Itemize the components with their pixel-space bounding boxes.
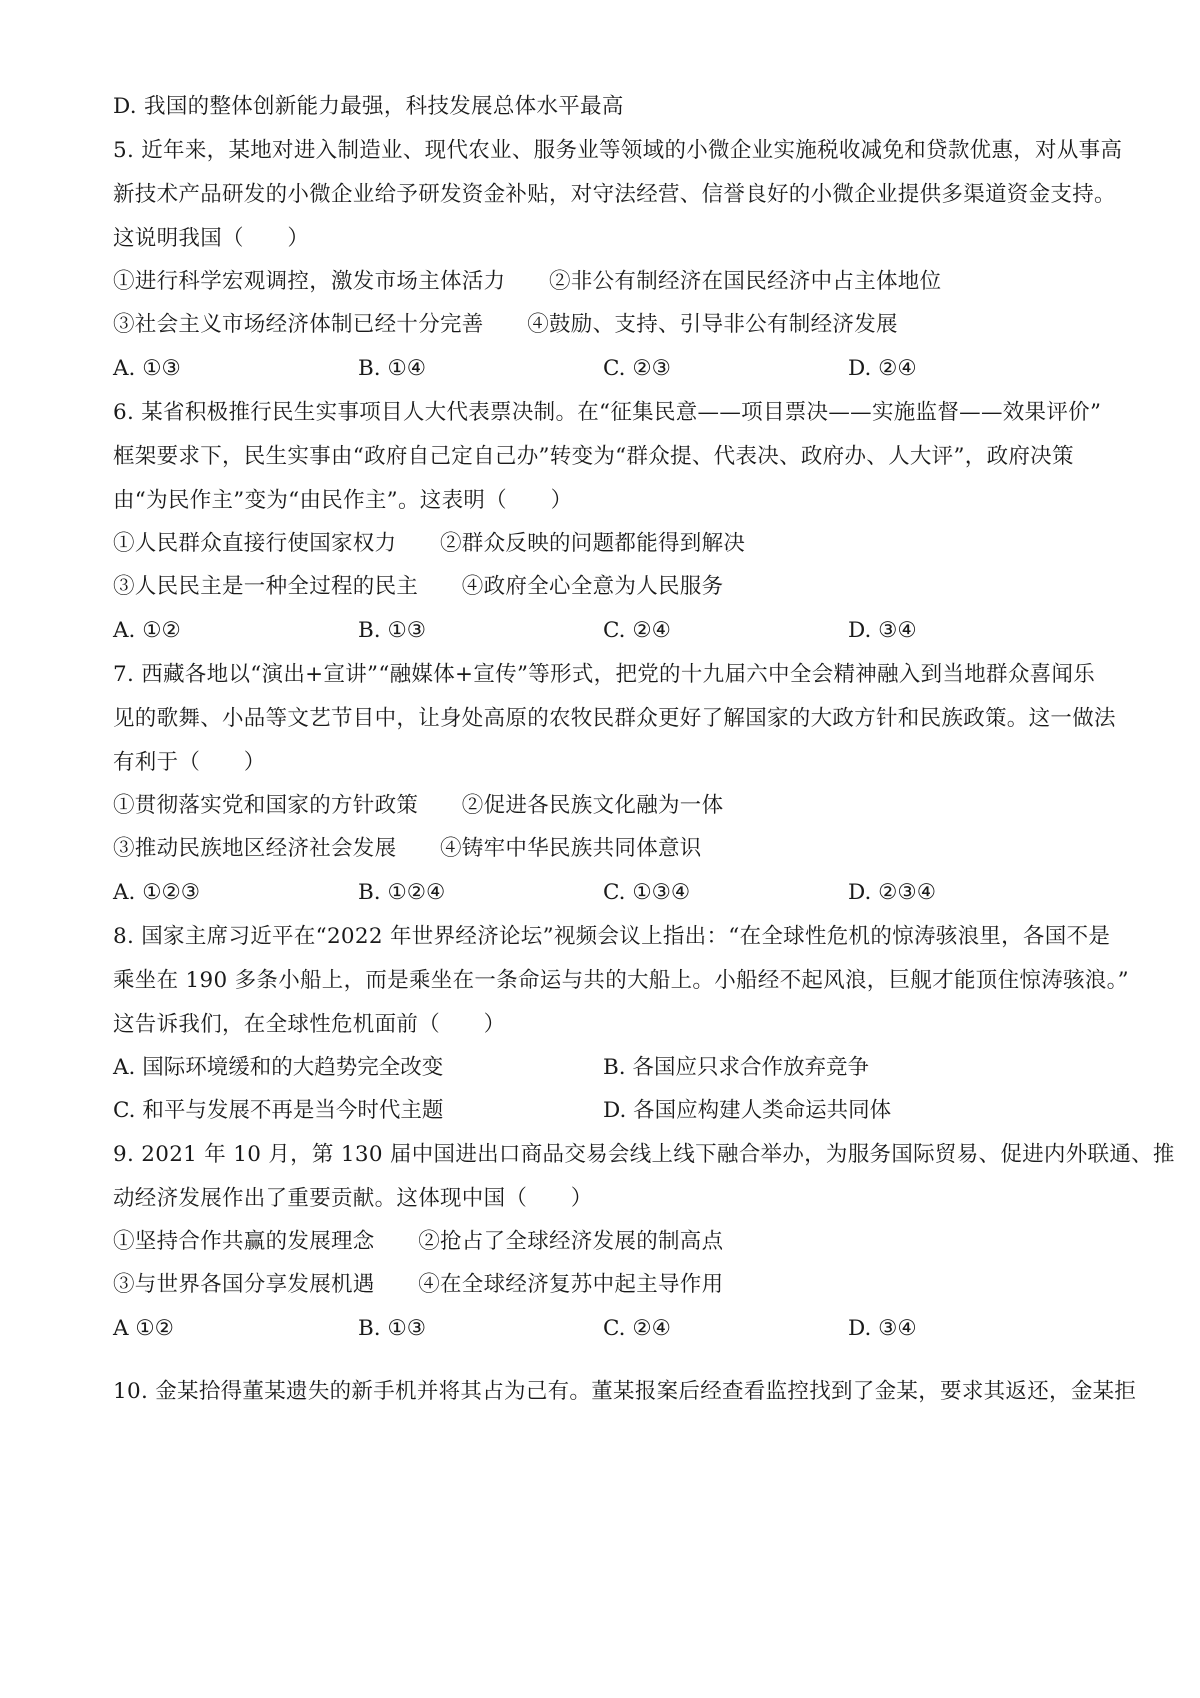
q4-option-d: D. 我国的整体创新能力最强，科技发展总体水平最高 xyxy=(113,94,624,119)
q6-stem-line-3: 由“为民作主”变为“由民作主”。这表明（ ） xyxy=(113,488,573,513)
q5-option-a: A. ①③ xyxy=(113,356,181,381)
q8-stem-line-1: 8. 国家主席习近平在“2022 年世界经济论坛”视频会议上指出：“在全球性危机的惊涛骇浪里，各国不是 xyxy=(113,924,1111,949)
q6-statement-2: ③人民民主是一种全过程的民主 ④政府全心全意为人民服务 xyxy=(113,574,724,599)
q8-option-c: C. 和平与发展不再是当今时代主题 xyxy=(113,1098,444,1123)
q8-option-a: A. 国际环境缓和的大趋势完全改变 xyxy=(113,1055,444,1080)
q7-option-c: C. ①③④ xyxy=(603,880,691,905)
q9-statement-1: ①坚持合作共赢的发展理念 ②抢占了全球经济发展的制高点 xyxy=(113,1229,724,1254)
q6-option-c: C. ②④ xyxy=(603,618,671,643)
q6-option-b: B. ①③ xyxy=(358,618,427,643)
q5-option-c: C. ②③ xyxy=(603,356,671,381)
q5-statement-2: ③社会主义市场经济体制已经十分完善 ④鼓励、支持、引导非公有制经济发展 xyxy=(113,312,898,337)
q9-option-b: B. ①③ xyxy=(358,1316,427,1341)
q6-stem-line-2: 框架要求下，民生实事由“政府自己定自己办”转变为“群众提、代表决、政府办、人大评”，政府决策 xyxy=(113,444,1074,469)
q7-option-b: B. ①②④ xyxy=(358,880,446,905)
q10-stem-line-1: 10. 金某拾得董某遗失的新手机并将其占为己有。董某报案后经查看监控找到了金某，要求其返还，金某拒 xyxy=(113,1379,1137,1404)
q7-statement-2: ③推动民族地区经济社会发展 ④铸牢中华民族共同体意识 xyxy=(113,836,702,861)
q6-option-a: A. ①② xyxy=(113,618,181,643)
q5-stem-line-2: 新技术产品研发的小微企业给予研发资金补贴，对守法经营、信誉良好的小微企业提供多渠道资金支持。 xyxy=(113,182,1116,207)
q5-option-d: D. ②④ xyxy=(848,356,917,381)
q7-statement-1: ①贯彻落实党和国家的方针政策 ②促进各民族文化融为一体 xyxy=(113,793,724,818)
q7-option-a: A. ①②③ xyxy=(113,880,201,905)
q8-stem-line-2: 乘坐在 190 多条小船上，而是乘坐在一条命运与共的大船上。小船经不起风浪，巨舰才能顶住惊涛骇浪。” xyxy=(113,968,1129,993)
q5-statement-1: ①进行科学宏观调控，激发市场主体活力 ②非公有制经济在国民经济中占主体地位 xyxy=(113,269,942,294)
q5-stem-line-1: 5. 近年来，某地对进入制造业、现代农业、服务业等领域的小微企业实施税收减免和贷款优惠，对从事高 xyxy=(113,138,1123,163)
q7-stem-line-1: 7. 西藏各地以“演出+宣讲”“融媒体+宣传”等形式，把党的十九届六中全会精神融入到当地群众喜闻乐 xyxy=(113,662,1096,687)
q8-option-b: B. 各国应只求合作放弃竞争 xyxy=(603,1055,869,1080)
q9-option-a: A ①② xyxy=(113,1316,174,1341)
q7-stem-line-3: 有利于（ ） xyxy=(113,750,266,775)
q7-option-d: D. ②③④ xyxy=(848,880,936,905)
q5-option-b: B. ①④ xyxy=(358,356,427,381)
q7-stem-line-2: 见的歌舞、小品等文艺节目中，让身处高原的农牧民群众更好了解国家的大政方针和民族政策。这一做法 xyxy=(113,706,1116,731)
q8-stem-line-3: 这告诉我们，在全球性危机面前（ ） xyxy=(113,1012,506,1037)
q9-statement-2: ③与世界各国分享发展机遇 ④在全球经济复苏中起主导作用 xyxy=(113,1272,724,1297)
q8-option-d: D. 各国应构建人类命运共同体 xyxy=(603,1098,892,1123)
q6-option-d: D. ③④ xyxy=(848,618,917,643)
q6-statement-1: ①人民群众直接行使国家权力 ②群众反映的问题都能得到解决 xyxy=(113,531,746,556)
q6-stem-line-1: 6. 某省积极推行民生实事项目人大代表票决制。在“征集民意——项目票决——实施监督——效果评价” xyxy=(113,400,1102,425)
q9-option-c: C. ②④ xyxy=(603,1316,671,1341)
q9-stem-line-2: 动经济发展作出了重要贡献。这体现中国（ ） xyxy=(113,1186,593,1211)
q9-option-d: D. ③④ xyxy=(848,1316,917,1341)
q5-stem-line-3: 这说明我国（ ） xyxy=(113,226,310,251)
q9-stem-line-1: 9. 2021 年 10 月，第 130 届中国进出口商品交易会线上线下融合举办，为服务国际贸易、促进内外联通、推 xyxy=(113,1142,1175,1167)
